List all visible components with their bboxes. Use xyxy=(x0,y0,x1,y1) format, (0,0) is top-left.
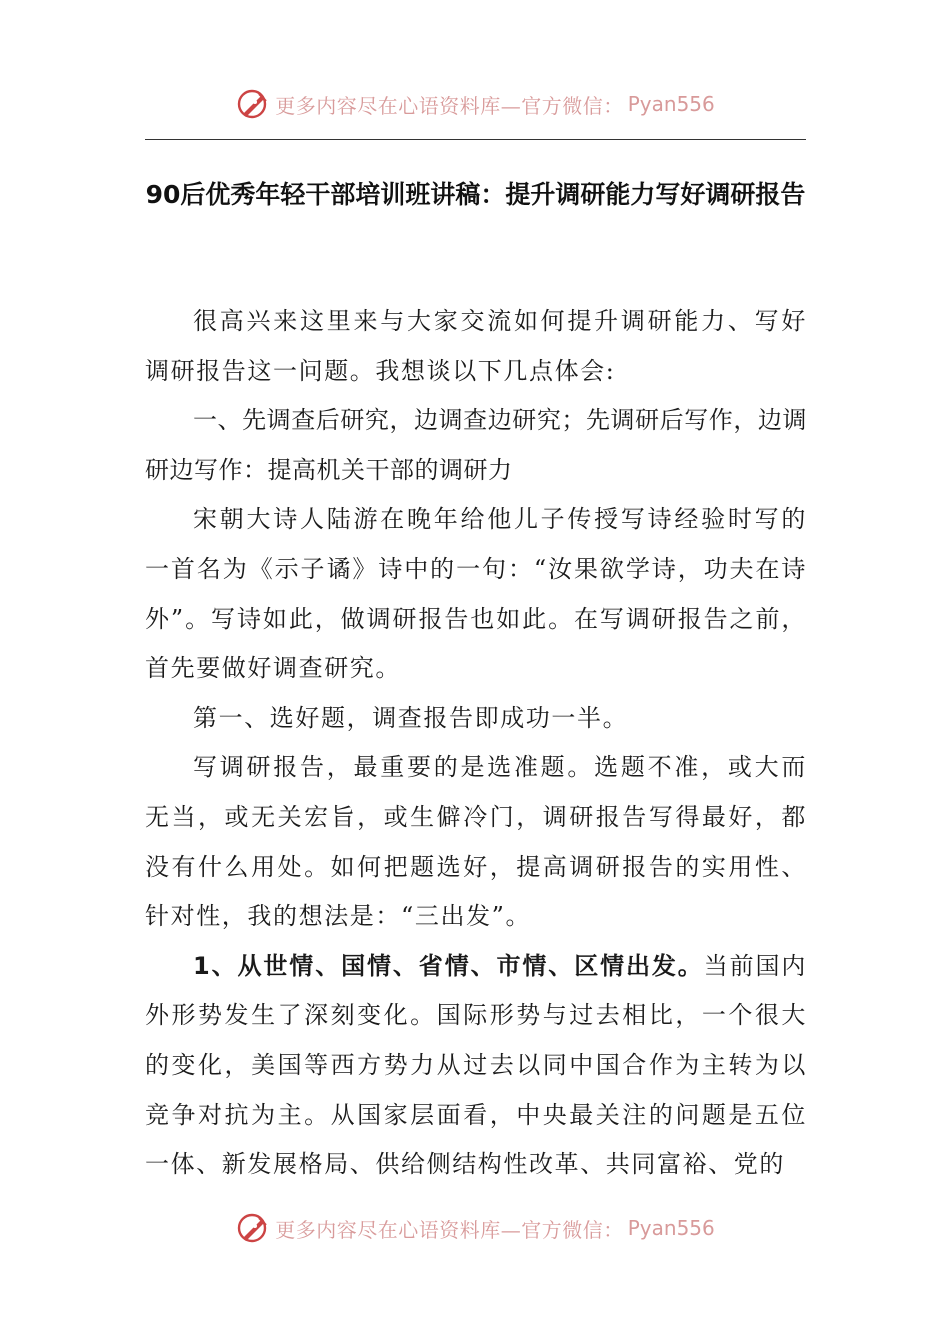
section-heading-1: 一、先调查后研究，边调查边研究；先调研后写作，边调研边写作：提高机关干部的调研力 xyxy=(145,406,807,484)
header-watermark xyxy=(0,84,950,124)
footer-watermark xyxy=(0,1208,950,1248)
pen-logo-icon xyxy=(235,86,271,122)
paragraph-lu-you: 宋朝大诗人陆游在晚年给他儿子传授写诗经验时写的一首名为《示子谲》诗中的一句：“汝果欲学诗，功夫在诗外”。写诗如此，做调研报告也如此。在写调研报告之前，首先要做好调查研究。 xyxy=(145,505,807,683)
point-1-text: 当前国内外形势发生了深刻变化。国际形势与过去相比，一个很大的变化，美国等西方势力从过去以同中国合作为主转为以竞争对抗为主。从国家层面看，中央最关注的问题是五位一体、新发展格局、供给侧结构性改革、共同富裕、党的 xyxy=(145,951,808,1179)
paragraph-topic: 写调研报告，最重要的是选准题。选题不准，或大而无当，或无关宏旨，或生僻冷门，调研报告写得最好，都没有什么用处。如何把题选好，提高调研报告的实用性、针对性，我的想法是：“三出发”。 xyxy=(145,753,807,931)
subheading-choose-topic: 第一、选好题，调查报告即成功一半。 xyxy=(193,703,629,732)
header-rule xyxy=(145,139,806,140)
banner-text: 更多内容尽在心语资料库—官方微信： xyxy=(275,1217,624,1242)
document-body xyxy=(145,297,807,1190)
paragraph-intro: 很高兴来这里来与大家交流如何提升调研能力、写好调研报告这一问题。我想谈以下几点体会: xyxy=(145,307,807,385)
banner-wechat-id: Pyan556 xyxy=(627,1216,715,1240)
banner-wechat-id: Pyan556 xyxy=(627,92,715,116)
banner-text: 更多内容尽在心语资料库—官方微信： xyxy=(275,93,624,118)
document-title: 90后优秀年轻干部培训班讲稿：提升调研能力写好调研报告 xyxy=(145,180,806,209)
point-1-lead: 1、从世情、国情、省情、市情、区情出发。 xyxy=(193,951,704,980)
pen-logo-icon xyxy=(235,1210,271,1246)
paragraph-point-1 xyxy=(145,942,807,1190)
